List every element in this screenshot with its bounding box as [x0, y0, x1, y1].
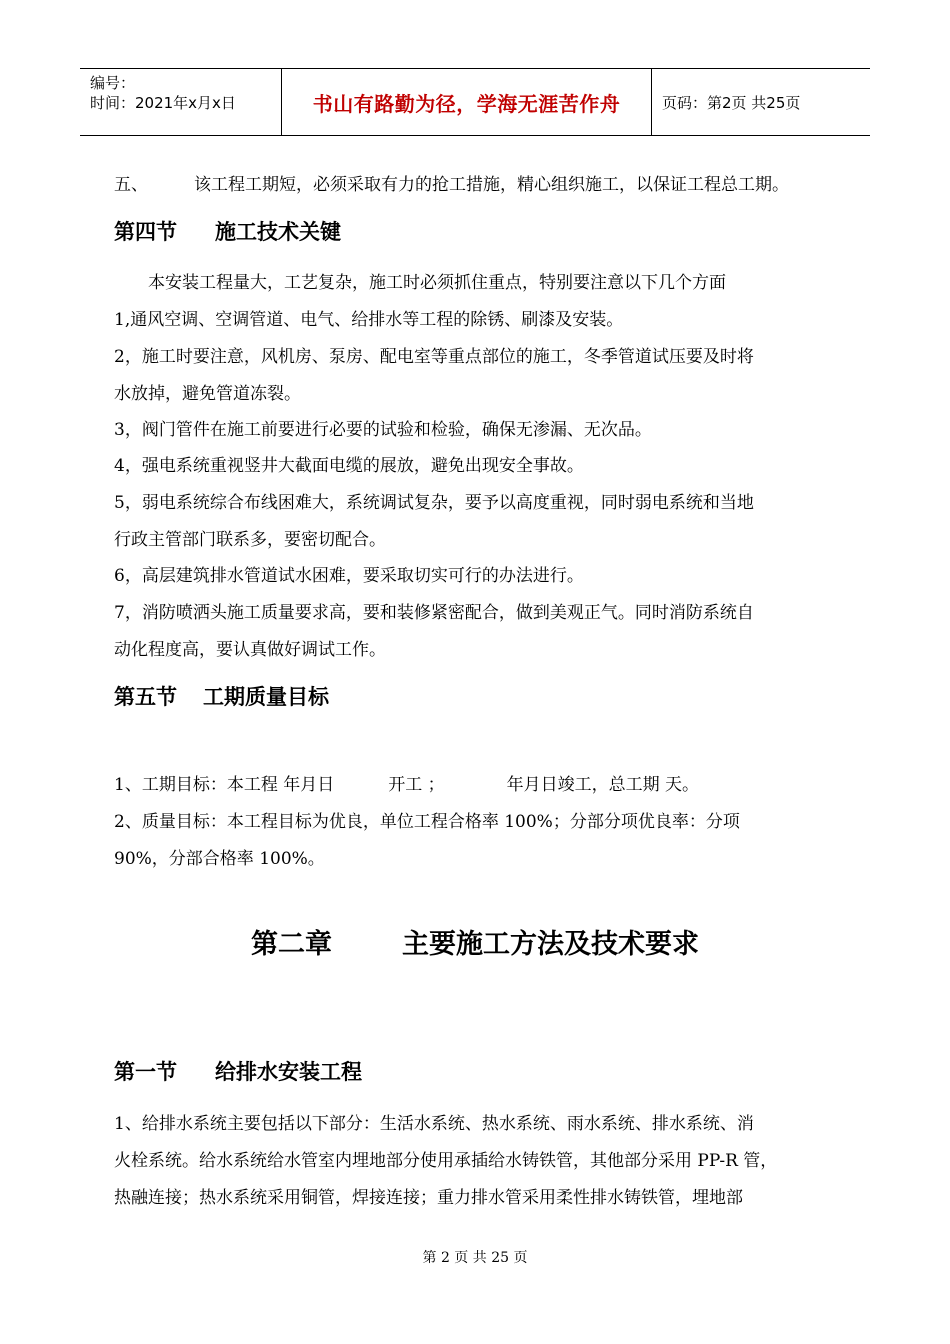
- section-5-title: 工期质量目标: [203, 685, 329, 709]
- key-point-5-line-1: 5，弱电系统综合布线困难大，系统调试复杂，要予以高度重视，同时弱电系统和当地: [114, 493, 754, 513]
- key-point-2-line-2: 水放掉，避免管道冻裂。: [114, 384, 301, 404]
- key-point-1: 1,通风空调、空调管道、电气、给排水等工程的除锈、刷漆及安装。: [114, 310, 624, 330]
- goal-2-line-2: 90%，分部合格率 100%。: [114, 849, 325, 869]
- section-5-number: 第五节: [114, 685, 177, 709]
- key-point-7-line-2: 动化程度高，要认真做好调试工作。: [114, 640, 386, 660]
- section-1-number: 第一节: [114, 1060, 177, 1084]
- water-system-line-1: 1、给排水系统主要包括以下部分：生活水系统、热水系统、雨水系统、排水系统、消: [114, 1114, 754, 1134]
- water-system-line-3: 热融连接；热水系统采用铜管，焊接连接；重力排水管采用柔性排水铸铁管，埋地部: [114, 1188, 743, 1208]
- section-1-title: 给排水安装工程: [215, 1060, 362, 1084]
- item-5-text: 该工程工期短，必须采取有力的抢工措施，精心组织施工，以保证工程总工期。: [194, 175, 789, 195]
- key-point-6: 6，高层建筑排水管道试水困难，要采取切实可行的办法进行。: [114, 566, 584, 586]
- header-meta: [80, 69, 282, 135]
- key-point-3: 3，阀门管件在施工前要进行必要的试验和检验，确保无渗漏、无次品。: [114, 420, 652, 440]
- section-5-heading: [114, 681, 329, 711]
- key-point-4: 4，强电系统重视竖井大截面电缆的展放，避免出现安全事故。: [114, 456, 584, 476]
- header-page-number: 页码：第2页 共25页: [662, 93, 801, 112]
- goal-1-start: 1、工期目标：本工程 年月日: [114, 775, 335, 795]
- document-date: 时间：2021年x月x日: [90, 94, 236, 112]
- goal-1-start-label: 开工 ；: [388, 775, 445, 795]
- chapter-2-number: 第二章: [251, 929, 332, 960]
- goal-1-completion: 年月日竣工，总工期 天。: [506, 775, 700, 795]
- goal-1-line: [114, 770, 699, 795]
- page-footer: 第 2 页 共 25 页: [422, 1250, 528, 1266]
- section-4-title: 施工技术关键: [215, 220, 341, 244]
- section-1-heading: [114, 1056, 362, 1086]
- chapter-2-heading: [0, 922, 950, 961]
- page-header: [80, 68, 870, 136]
- section-4-number: 第四节: [114, 220, 177, 244]
- header-motto: 书山有路勤为径，学海无涯苦作舟: [282, 69, 652, 135]
- chapter-2-title: 主要施工方法及技术要求: [402, 929, 699, 960]
- section-4-intro: 本安装工程量大，工艺复杂，施工时必须抓住重点，特别要注意以下几个方面: [148, 273, 726, 293]
- item-5-number: 五、: [114, 175, 148, 195]
- key-point-7-line-1: 7，消防喷洒头施工质量要求高，要和装修紧密配合，做到美观正气。同时消防系统自: [114, 603, 754, 623]
- water-system-line-2: 火栓系统。给水系统给水管室内埋地部分使用承插给水铸铁管，其他部分采用 PP-R 管，: [114, 1151, 778, 1171]
- key-point-5-line-2: 行政主管部门联系多，要密切配合。: [114, 530, 386, 550]
- section-4-heading: [114, 216, 341, 246]
- goal-2-line-1: 2、质量目标：本工程目标为优良，单位工程合格率 100%；分部分项优良率：分项: [114, 812, 740, 832]
- item-5-line: [114, 170, 789, 195]
- document-number-label: 编号：: [90, 74, 136, 92]
- key-point-2-line-1: 2，施工时要注意，风机房、泵房、配电室等重点部位的施工，冬季管道试压要及时将: [114, 347, 754, 367]
